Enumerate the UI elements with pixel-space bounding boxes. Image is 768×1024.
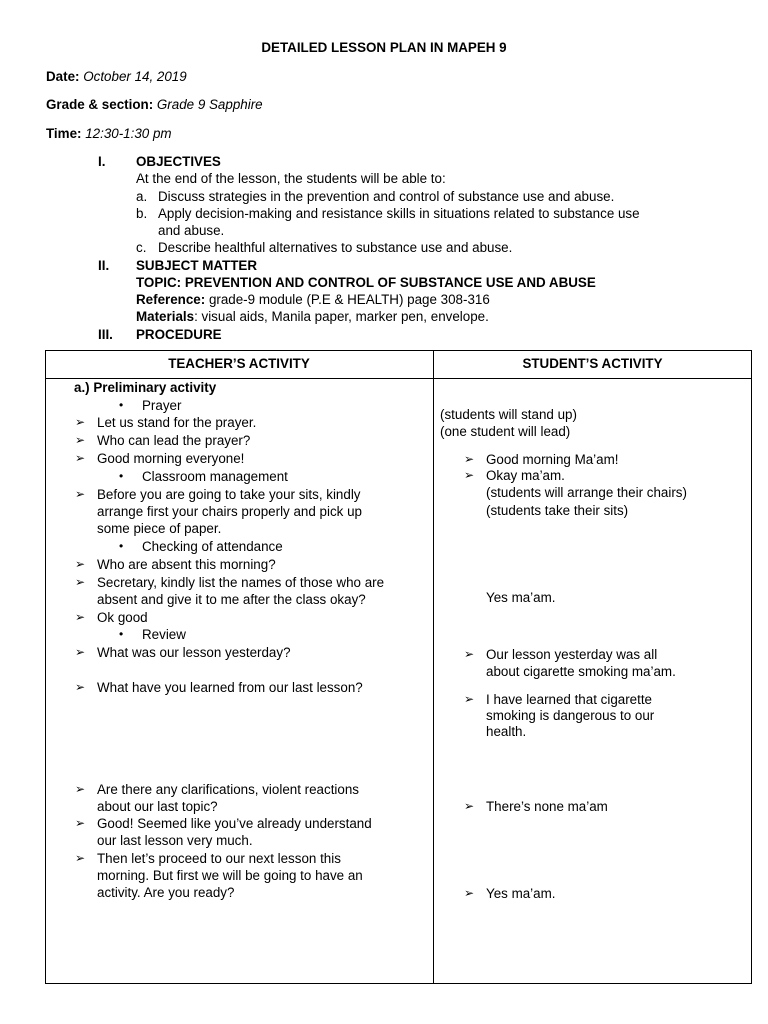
arrow-bullet-icon: ➢ bbox=[464, 452, 475, 466]
teacher-line: Good morning everyone! bbox=[97, 451, 245, 466]
teacher-line: Good! Seemed like you’ve already understand bbox=[97, 816, 372, 831]
date-line bbox=[46, 68, 187, 85]
teacher-line: morning. But first we will be going to have an bbox=[97, 868, 363, 883]
header-teacher-activity: TEACHER’S ACTIVITY bbox=[168, 356, 310, 371]
arrow-bullet-icon: ➢ bbox=[75, 645, 86, 659]
materials-value: : visual aids, Manila paper, marker pen, envelope. bbox=[194, 309, 489, 324]
arrow-bullet-icon: ➢ bbox=[464, 692, 475, 706]
teacher-line: Let us stand for the prayer. bbox=[97, 415, 257, 430]
bullet-icon: • bbox=[119, 627, 124, 641]
student-line: Yes ma’am. bbox=[486, 886, 556, 901]
materials-line bbox=[136, 308, 489, 325]
materials-label: Materials bbox=[136, 309, 195, 324]
date-label: Date: bbox=[46, 69, 80, 84]
grade-value: Grade 9 Sapphire bbox=[156, 97, 263, 112]
objective-letter-a: a. bbox=[136, 189, 148, 204]
header-student-activity: STUDENT’S ACTIVITY bbox=[522, 356, 663, 371]
student-line: Good morning Ma’am! bbox=[486, 452, 619, 467]
bullet-icon: • bbox=[119, 469, 124, 483]
student-line: There’s none ma’am bbox=[486, 799, 608, 814]
objectives-intro: At the end of the lesson, the students will be able to: bbox=[136, 171, 446, 186]
date-value: October 14, 2019 bbox=[83, 69, 187, 84]
section-title-subject: SUBJECT MATTER bbox=[136, 258, 258, 273]
time-label: Time: bbox=[46, 126, 82, 141]
reference-label: Reference: bbox=[136, 292, 206, 307]
teacher-classroom-management: Classroom management bbox=[142, 469, 288, 484]
teacher-line: Before you are going to take your sits, kindly bbox=[97, 487, 361, 502]
arrow-bullet-icon: ➢ bbox=[75, 680, 86, 694]
arrow-bullet-icon: ➢ bbox=[464, 647, 475, 661]
student-line: Our lesson yesterday was all bbox=[486, 647, 658, 662]
table-column-divider bbox=[433, 350, 434, 984]
objective-text-c: Describe healthful alternatives to substance use and abuse. bbox=[158, 240, 513, 255]
teacher-line: Then let’s proceed to our next lesson this bbox=[97, 851, 341, 866]
arrow-bullet-icon: ➢ bbox=[75, 816, 86, 830]
teacher-line: What have you learned from our last lesson? bbox=[97, 680, 363, 695]
arrow-bullet-icon: ➢ bbox=[75, 851, 86, 865]
teacher-line: Are there any clarifications, violent reactions bbox=[97, 782, 359, 797]
arrow-bullet-icon: ➢ bbox=[75, 487, 86, 501]
arrow-bullet-icon: ➢ bbox=[75, 415, 86, 429]
objective-text-a: Discuss strategies in the prevention and control of substance use and abuse. bbox=[158, 189, 615, 204]
objective-text-b-cont: and abuse. bbox=[158, 223, 225, 238]
objective-letter-b: b. bbox=[136, 206, 148, 221]
student-line: (students will stand up) bbox=[440, 407, 577, 422]
student-line: (one student will lead) bbox=[440, 424, 571, 439]
teacher-line: Who can lead the prayer? bbox=[97, 433, 251, 448]
objective-letter-c: c. bbox=[136, 240, 147, 255]
section-title-procedure: PROCEDURE bbox=[136, 327, 222, 342]
bullet-icon: • bbox=[119, 539, 124, 553]
topic-line: TOPIC: PREVENTION AND CONTROL OF SUBSTANCE USE AND ABUSE bbox=[136, 275, 596, 290]
arrow-bullet-icon: ➢ bbox=[464, 799, 475, 813]
section-number-procedure: III. bbox=[98, 327, 113, 342]
teacher-line: absent and give it to me after the class okay? bbox=[97, 592, 366, 607]
student-line: (students take their sits) bbox=[486, 503, 629, 518]
objective-text-b: Apply decision-making and resistance skills in situations related to substance use bbox=[158, 206, 640, 221]
student-line: (students will arrange their chairs) bbox=[486, 485, 687, 500]
student-line: Yes ma’am. bbox=[486, 590, 556, 605]
grade-line bbox=[46, 96, 263, 113]
grade-label: Grade & section: bbox=[46, 97, 154, 112]
student-line: I have learned that cigarette bbox=[486, 692, 653, 707]
reference-value: grade-9 module (P.E & HEALTH) page 308-316 bbox=[205, 292, 490, 307]
document-title: DETAILED LESSON PLAN IN MAPEH 9 bbox=[261, 40, 507, 55]
arrow-bullet-icon: ➢ bbox=[75, 575, 86, 589]
arrow-bullet-icon: ➢ bbox=[75, 610, 86, 624]
reference-line bbox=[136, 291, 490, 308]
teacher-prayer: Prayer bbox=[142, 398, 182, 413]
teacher-line: our last lesson very much. bbox=[97, 833, 253, 848]
arrow-bullet-icon: ➢ bbox=[75, 557, 86, 571]
section-number-objectives: I. bbox=[98, 154, 106, 169]
teacher-line: Ok good bbox=[97, 610, 148, 625]
teacher-line: What was our lesson yesterday? bbox=[97, 645, 291, 660]
arrow-bullet-icon: ➢ bbox=[464, 886, 475, 900]
section-title-objectives: OBJECTIVES bbox=[136, 154, 221, 169]
time-line bbox=[46, 125, 172, 142]
student-line: Okay ma’am. bbox=[486, 468, 565, 483]
student-line: about cigarette smoking ma’am. bbox=[486, 664, 676, 679]
teacher-line: Secretary, kindly list the names of those who are bbox=[97, 575, 385, 590]
teacher-review: Review bbox=[142, 627, 186, 642]
arrow-bullet-icon: ➢ bbox=[464, 468, 475, 482]
teacher-line: arrange first your chairs properly and pick up bbox=[97, 504, 362, 519]
arrow-bullet-icon: ➢ bbox=[75, 782, 86, 796]
teacher-line: about our last topic? bbox=[97, 799, 218, 814]
teacher-line: Who are absent this morning? bbox=[97, 557, 276, 572]
teacher-checking-attendance: Checking of attendance bbox=[142, 539, 283, 554]
section-number-subject: II. bbox=[98, 258, 110, 273]
arrow-bullet-icon: ➢ bbox=[75, 451, 86, 465]
student-line: smoking is dangerous to our bbox=[486, 708, 655, 723]
preliminary-activity-heading: a.) Preliminary activity bbox=[74, 380, 217, 395]
arrow-bullet-icon: ➢ bbox=[75, 433, 86, 447]
student-line: health. bbox=[486, 724, 527, 739]
time-value: 12:30-1:30 pm bbox=[85, 126, 172, 141]
bullet-icon: • bbox=[119, 398, 124, 412]
teacher-line: activity. Are you ready? bbox=[97, 885, 235, 900]
teacher-line: some piece of paper. bbox=[97, 521, 222, 536]
